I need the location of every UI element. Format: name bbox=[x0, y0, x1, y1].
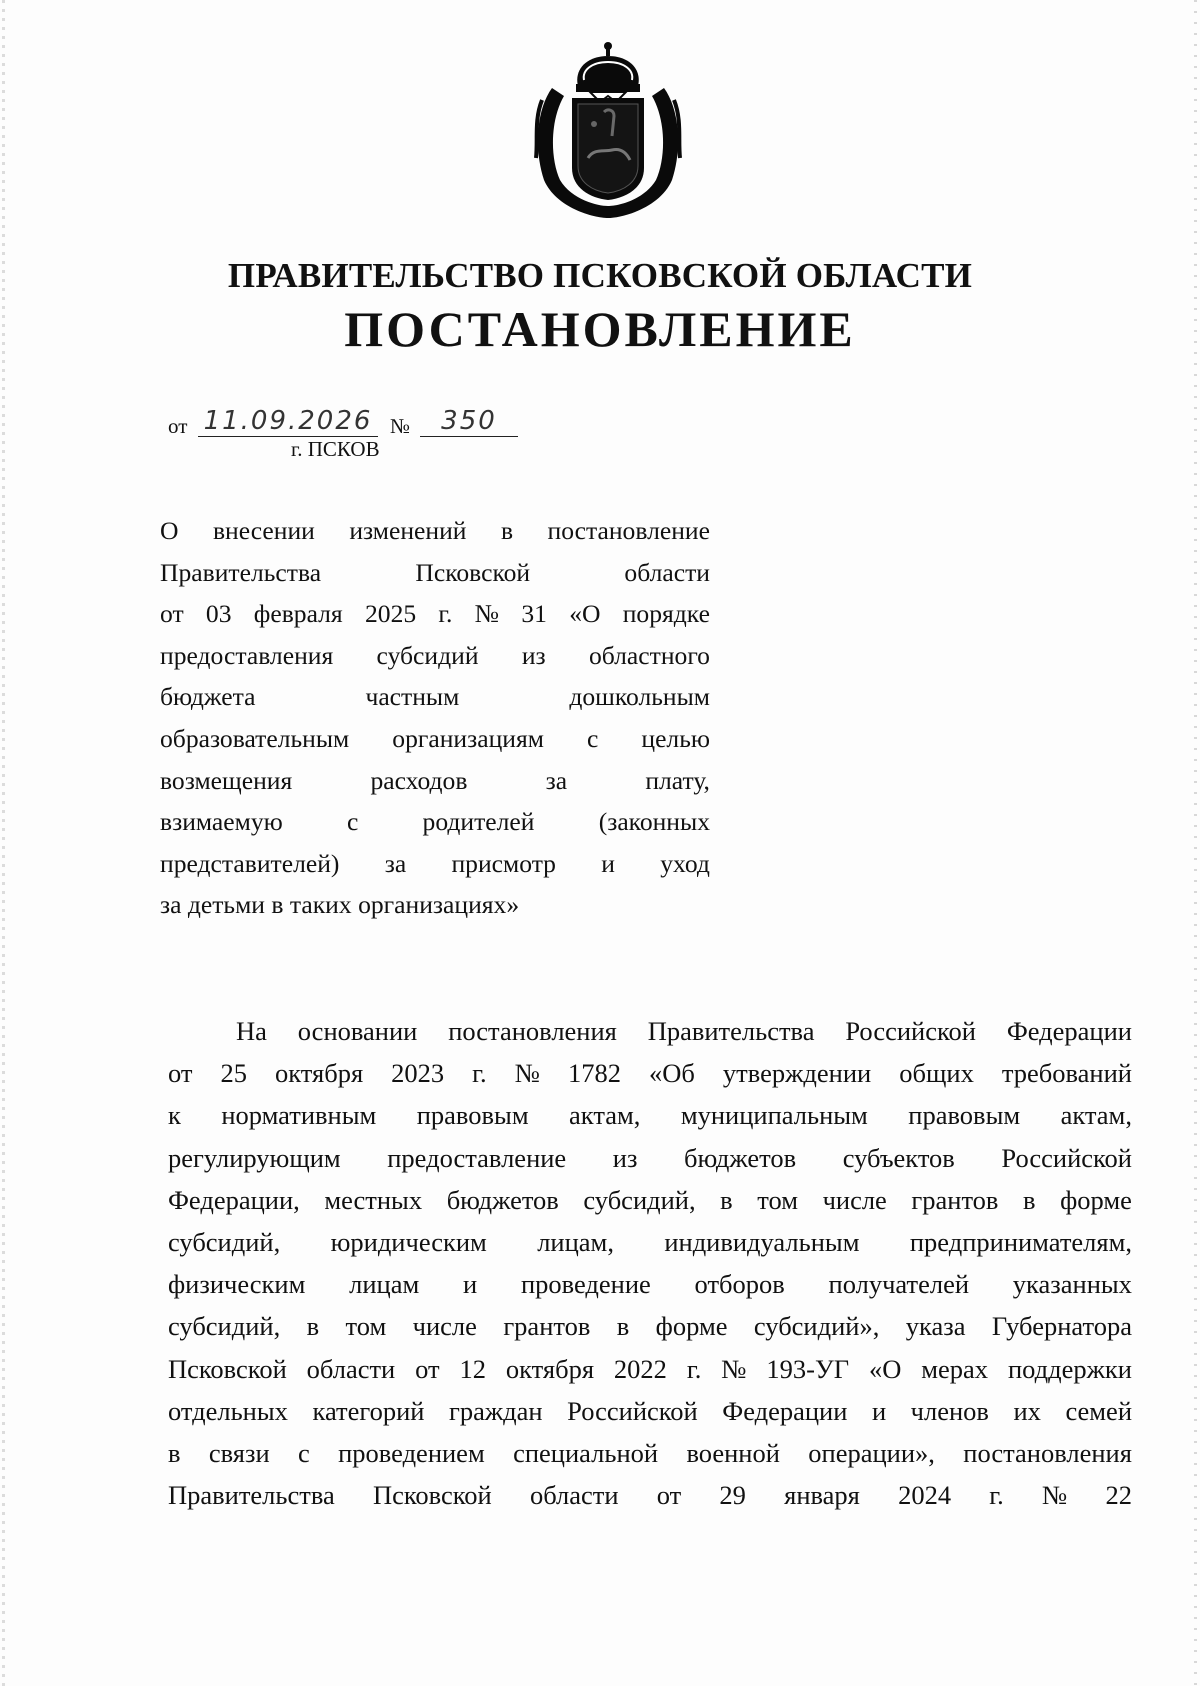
word: регулирующим bbox=[168, 1142, 341, 1173]
word: в bbox=[616, 1311, 630, 1342]
word: № bbox=[1042, 1480, 1068, 1511]
word: субъектов bbox=[842, 1142, 955, 1173]
word: нормативным bbox=[221, 1100, 377, 1131]
word: указанных bbox=[1012, 1269, 1132, 1300]
text-line bbox=[160, 593, 710, 635]
word: общих bbox=[899, 1058, 974, 1089]
word: г. bbox=[438, 599, 453, 629]
word: актам, bbox=[569, 1100, 641, 1131]
word: 29 bbox=[719, 1480, 746, 1511]
word: от bbox=[656, 1480, 682, 1511]
word: проведение bbox=[520, 1269, 651, 1300]
word: из bbox=[521, 640, 546, 670]
word: изменений bbox=[349, 516, 467, 545]
text-line bbox=[168, 1348, 1132, 1390]
word: лицам bbox=[349, 1269, 420, 1300]
word: бюджетов bbox=[446, 1184, 559, 1215]
word: уход bbox=[660, 848, 710, 878]
word: и bbox=[463, 1269, 478, 1300]
text-line bbox=[168, 1474, 1132, 1516]
word: за bbox=[384, 848, 407, 878]
word: правовым bbox=[908, 1100, 1021, 1131]
word: числе bbox=[412, 1311, 477, 1342]
word: 1782 bbox=[568, 1058, 622, 1089]
word: том bbox=[757, 1184, 798, 1215]
word: местных bbox=[324, 1184, 423, 1215]
text-line bbox=[168, 1221, 1132, 1263]
word: Российской bbox=[1001, 1142, 1132, 1173]
word: от bbox=[415, 1353, 440, 1384]
word: г. bbox=[686, 1353, 702, 1384]
word: их bbox=[1013, 1395, 1041, 1426]
word: образовательным bbox=[160, 723, 350, 753]
word: субсидий, bbox=[168, 1226, 281, 1257]
text-line bbox=[160, 635, 710, 677]
text-line bbox=[168, 1137, 1132, 1179]
word: № bbox=[474, 599, 500, 629]
word: за bbox=[545, 765, 568, 795]
word: требований bbox=[1001, 1058, 1132, 1089]
word: области bbox=[529, 1480, 619, 1511]
text-line bbox=[160, 884, 710, 926]
word: утверждении bbox=[722, 1058, 872, 1089]
word: бюджетов bbox=[683, 1142, 797, 1173]
word: предпринимателям, bbox=[909, 1226, 1132, 1257]
word: февраля bbox=[253, 599, 343, 629]
word: физическим bbox=[168, 1269, 306, 1300]
word: в bbox=[500, 516, 514, 545]
word: том bbox=[345, 1311, 387, 1342]
word: октября bbox=[505, 1353, 595, 1384]
word: Правительства bbox=[647, 1016, 815, 1046]
word: порядке bbox=[622, 599, 710, 629]
word: актам, bbox=[1060, 1100, 1132, 1131]
word: Губернатора bbox=[991, 1311, 1132, 1342]
word: Федерации, bbox=[168, 1184, 300, 1215]
word: субсидий», bbox=[753, 1311, 880, 1342]
word: правовым bbox=[416, 1100, 529, 1131]
city-label: г. ПСКОВ bbox=[291, 437, 380, 461]
word: от bbox=[160, 599, 184, 629]
word: областного bbox=[588, 640, 710, 670]
word: граждан bbox=[448, 1395, 543, 1426]
word: грантов bbox=[911, 1184, 999, 1215]
word: «Об bbox=[649, 1058, 695, 1089]
word: операции», bbox=[808, 1437, 935, 1468]
word: из bbox=[612, 1142, 638, 1173]
word: родителей bbox=[422, 807, 535, 837]
word: 2025 bbox=[364, 599, 417, 629]
word: 03 bbox=[205, 599, 232, 629]
word: Псковской bbox=[168, 1353, 287, 1384]
word: 193-УГ bbox=[766, 1353, 850, 1384]
word: числе bbox=[822, 1184, 887, 1215]
word: организациям bbox=[392, 723, 544, 753]
word: (законных bbox=[598, 807, 710, 837]
word: Псковской bbox=[372, 1480, 492, 1511]
word: отдельных bbox=[168, 1395, 288, 1426]
word: присмотр bbox=[451, 848, 556, 878]
word: форме bbox=[1060, 1184, 1132, 1215]
text-line bbox=[160, 676, 710, 718]
scan-edge-left bbox=[2, 0, 5, 1686]
text-line bbox=[168, 1010, 1132, 1052]
word: внесении bbox=[212, 516, 315, 545]
document-subject bbox=[160, 510, 710, 926]
scan-edge-right bbox=[1194, 0, 1197, 1686]
text-line bbox=[160, 843, 710, 885]
word: лицам, bbox=[537, 1226, 614, 1257]
handwritten-date: 11.09.2026 bbox=[198, 408, 378, 437]
pskov-coat-of-arms-icon bbox=[534, 40, 682, 220]
word: субсидий bbox=[376, 640, 479, 670]
handwritten-number: 350 bbox=[420, 408, 518, 437]
word: юридическим bbox=[330, 1226, 487, 1257]
word: мерах bbox=[921, 1353, 989, 1384]
word: предоставление bbox=[387, 1142, 567, 1173]
document-body bbox=[168, 1010, 1132, 1516]
word: 22 bbox=[1105, 1480, 1132, 1511]
word: 2022 bbox=[613, 1353, 667, 1384]
word: Псковской bbox=[415, 557, 531, 587]
text-line bbox=[168, 1052, 1132, 1094]
text-line bbox=[168, 1390, 1132, 1432]
word: взимаемую bbox=[160, 807, 283, 837]
word: постановления bbox=[963, 1437, 1132, 1468]
word: с bbox=[586, 723, 599, 753]
word: индивидуальным bbox=[664, 1226, 860, 1257]
word: в bbox=[306, 1311, 320, 1342]
word: Правительства bbox=[160, 557, 322, 587]
word: № bbox=[721, 1353, 747, 1384]
word: Российской bbox=[845, 1016, 976, 1046]
word: предоставления bbox=[160, 640, 334, 670]
word: проведением bbox=[338, 1437, 485, 1468]
word: Российской bbox=[567, 1395, 698, 1426]
word: О bbox=[160, 516, 179, 545]
word: военной bbox=[686, 1437, 780, 1468]
word: расходов bbox=[370, 765, 468, 795]
word: частным bbox=[365, 682, 460, 712]
text-line bbox=[168, 1094, 1132, 1136]
word: г. bbox=[989, 1480, 1004, 1511]
word: и bbox=[601, 848, 615, 878]
text-line bbox=[168, 1263, 1132, 1305]
organization-title: ПРАВИТЕЛЬСТВО ПСКОВСКОЙ ОБЛАСТИ bbox=[227, 256, 973, 295]
word: № bbox=[514, 1058, 540, 1089]
word: в bbox=[1023, 1184, 1036, 1215]
word: и bbox=[871, 1395, 887, 1426]
text-line bbox=[168, 1432, 1132, 1474]
word: форме bbox=[655, 1311, 728, 1342]
word: целью bbox=[641, 723, 710, 753]
word: возмещения bbox=[160, 765, 293, 795]
word: от bbox=[168, 1058, 193, 1089]
text-line bbox=[160, 510, 710, 552]
word: за детьми в таких организациях» bbox=[160, 890, 520, 920]
word: 31 bbox=[521, 599, 547, 629]
word: основании bbox=[297, 1016, 418, 1046]
word: муниципальным bbox=[680, 1100, 868, 1131]
word: 2024 bbox=[898, 1480, 952, 1511]
text-line bbox=[160, 552, 710, 594]
text-line bbox=[160, 718, 710, 760]
word: 12 bbox=[459, 1353, 487, 1384]
word: в bbox=[168, 1437, 181, 1468]
word: октября bbox=[275, 1058, 364, 1089]
word: января bbox=[784, 1480, 860, 1511]
number-prefix: № bbox=[390, 414, 411, 438]
word: субсидий, bbox=[583, 1184, 696, 1215]
word: г. bbox=[472, 1058, 487, 1089]
word: постановления bbox=[448, 1016, 617, 1046]
word: 25 bbox=[220, 1058, 247, 1089]
word: с bbox=[298, 1437, 310, 1468]
word: членов bbox=[910, 1395, 989, 1426]
word: с bbox=[346, 807, 359, 837]
word: «О bbox=[868, 1353, 902, 1384]
word: На bbox=[236, 1016, 267, 1046]
document-type-title: ПОСТАНОВЛЕНИЕ bbox=[344, 301, 856, 357]
text-line bbox=[160, 760, 710, 802]
word: Федерации bbox=[722, 1395, 848, 1426]
word: отборов bbox=[694, 1269, 785, 1300]
text-line bbox=[160, 801, 710, 843]
word: «О bbox=[569, 599, 601, 629]
word: субсидий, bbox=[168, 1311, 281, 1342]
word: связи bbox=[208, 1437, 270, 1468]
date-prefix: от bbox=[168, 414, 188, 438]
word: области bbox=[306, 1353, 396, 1384]
word: Федерации bbox=[1006, 1016, 1132, 1046]
word: постановление bbox=[547, 516, 710, 545]
word: к bbox=[168, 1100, 181, 1131]
word: грантов bbox=[503, 1311, 591, 1342]
word: 2023 bbox=[391, 1058, 445, 1089]
word: семей bbox=[1065, 1395, 1132, 1426]
text-line bbox=[168, 1179, 1132, 1221]
word: области bbox=[624, 557, 710, 587]
text-line bbox=[168, 1305, 1132, 1347]
word: дошкольным bbox=[569, 682, 710, 712]
word: указа bbox=[905, 1311, 966, 1342]
word: получателей bbox=[828, 1269, 970, 1300]
word: Правительства bbox=[168, 1480, 335, 1511]
word: специальной bbox=[513, 1437, 659, 1468]
word: категорий bbox=[312, 1395, 425, 1426]
word: бюджета bbox=[160, 682, 256, 712]
word: плату, bbox=[645, 765, 710, 795]
word: в bbox=[720, 1184, 733, 1215]
word: поддержки bbox=[1007, 1353, 1132, 1384]
word: представителей) bbox=[160, 848, 340, 878]
